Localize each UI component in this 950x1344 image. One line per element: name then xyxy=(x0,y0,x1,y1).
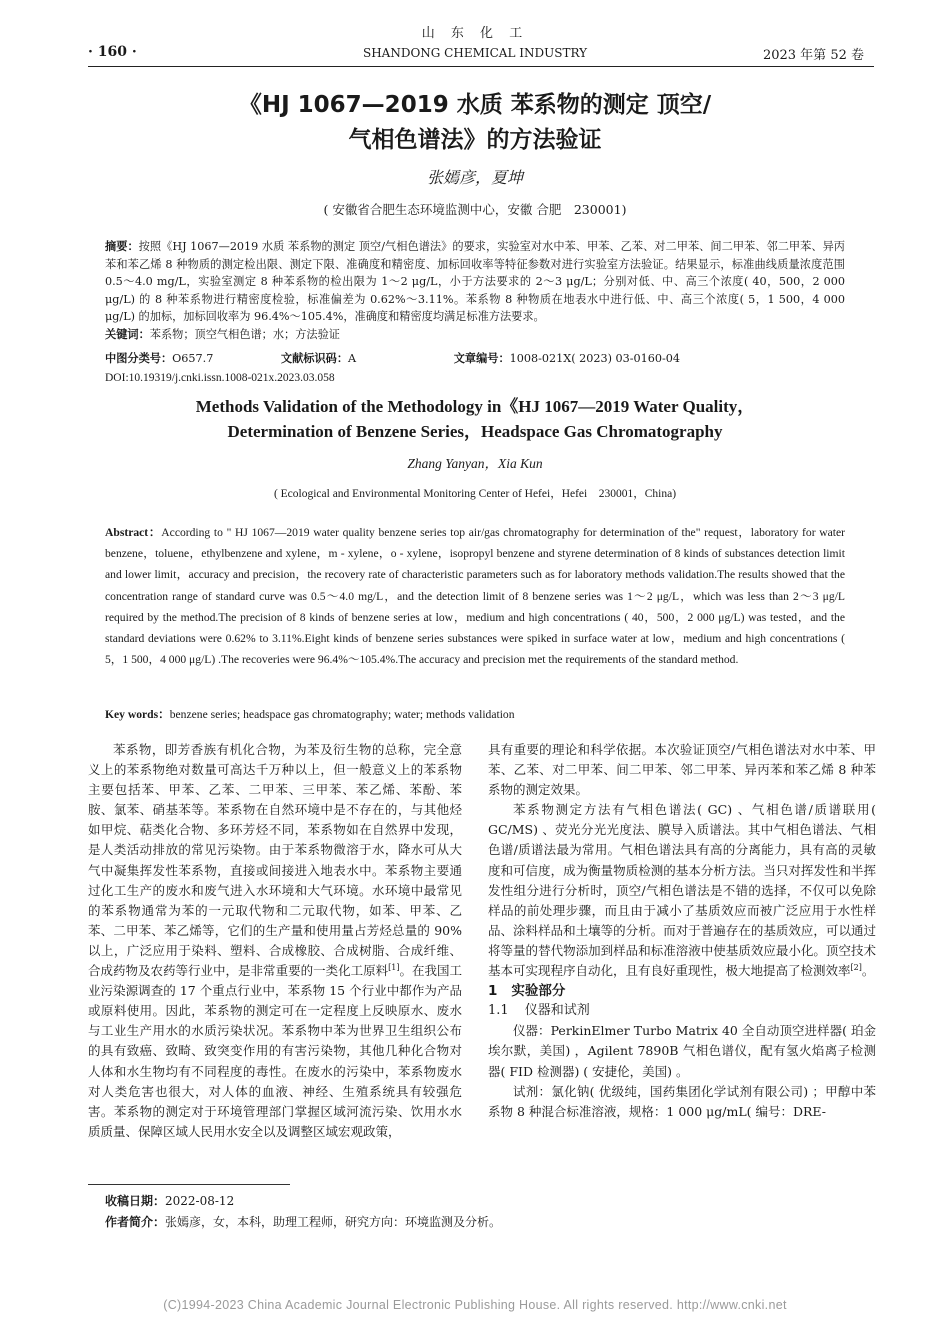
journal-name-cn: 山 东 化 工 xyxy=(421,26,529,41)
paper-title-cn xyxy=(80,88,870,158)
classification-row xyxy=(105,350,845,366)
footnote-rule xyxy=(88,1184,290,1185)
title-en-line1: Methods Validation of the Methodology in《HJ 1067—2019 Water Quality， xyxy=(195,397,755,416)
article-number-label: 文章编号： xyxy=(453,352,510,365)
section-heading-1-1 xyxy=(488,1001,876,1021)
doi[interactable]: DOI:10.19319/j.cnki.issn.1008-021x.2023.03.058 xyxy=(105,372,335,384)
citation-1[interactable]: [1] xyxy=(388,962,400,972)
methods-paragraph xyxy=(488,800,876,981)
abstract-cn-text: 按照《HJ 1067—2019 水质 苯系物的测定 顶空/气相色谱法》的要求，实验室对水中苯、甲苯、乙苯、对二甲苯、间二甲苯、邻二甲苯、异丙苯和苯乙烯 8 种物质的测定检出限、测定下限、准确度和精密度、加标回收率等特征参数对进行实验室方法验证。结果显示，标准曲线质量浓度范围 0.5～4.0 mg/L，实验室测定 8 种苯系物的检出限为 1～2 μg/L，小于方法要求的 2～3 μg/L；分别对低、中、高三个浓度( 40，500，2 000 μg/L) 的 8 种苯系物进行精密度检验，标准偏差为 0.62%～3.11%。苯系物 8 种物质在地表水中进行低、中、高三个浓度( 5，1 500，4 000 μg/L) 的加标，加标回收率为 96.4%～105.4%，准确度和精密度均满足标准方法要求。 xyxy=(105,240,845,323)
methods-text-a: 苯系物测定方法有气相色谱法( GC) 、气相色谱/质谱联用( GC/MS) 、荧光分光光度法、膜导入质谱法。其中气相色谱法、气相色谱/质谱法最为常用。气相色谱法具有高的分离能力，具有高的灵敏度和可信度，成为衡量物质检测的基本分析方法。当只对挥发性和半挥发性组分进行分析时，顶空/气相色谱法是不错的选择，不仅可以免除样品的前处理步骤，而且由于减小了基质效应而被广泛应用于水性样品、涂料样品和土壤等的分析。而对于普遍存在的基质效应，可以通过将等量的替代物添加到样品和标准溶液中使基质效应最小化。顶空技术基本可实现程序自动化，且有良好重现性，极大地提高了检测效率 xyxy=(488,802,876,979)
abstract-en xyxy=(105,522,845,670)
year-volume: 2023 年第 52 卷 xyxy=(762,48,864,63)
received-value: 2022-08-12 xyxy=(165,1194,235,1208)
body-right-column xyxy=(488,740,876,1122)
clc-label: 中图分类号： xyxy=(105,352,173,365)
header-rule xyxy=(88,66,874,67)
keywords-en xyxy=(105,706,845,722)
affiliation-cn: ( 安徽省合肥生态环境监测中心，安徽 合肥 230001) xyxy=(323,202,627,217)
keywords-cn-label: 关键词： xyxy=(105,327,150,341)
copyright-notice: (C)1994-2023 China Academic Journal Electronic Publishing House. All rights reserved. http://www.cnki.net xyxy=(163,1298,787,1312)
title-cn-line2: 气相色谱法》的方法验证 xyxy=(348,127,602,153)
abstract-cn-label: 摘要： xyxy=(105,240,139,253)
paper-title-en xyxy=(90,394,860,444)
abstract-en-label: Abstract： xyxy=(105,526,162,539)
clc-value: O657.7 xyxy=(172,352,214,365)
article-number-value: 1008-021X( 2023) 03-0160-04 xyxy=(509,352,681,365)
intro-text-a: 苯系物，即芳香族有机化合物，为苯及衍生物的总称，完全意义上的苯系物绝对数量可高达千万种以上，但一般意义上的苯系物主要包括苯、甲苯、乙苯、二甲苯、三甲苯、苯乙烯、苯酚、苯胺、氯苯、硝基苯等。苯系物在自然环境中是不存在的，与其他烃如甲烷、萜类化合物、多环芳烃不同，苯系物如在自然界中发现，是人类活动排放的常见污染物。由于苯系物微溶于水，降水可从大气中凝集挥发性苯系物，直接或间接进入地表水中。苯系物主要通过化工生产的废水和废气进入水环境和大气环境。水环境中最常见的苯系物通常为苯的一元取代物和二元取代物，如苯、甲苯、乙苯、二甲苯、苯乙烯等，它们的生产量和使用量占芳烃总量的 90%以上，广泛应用于染料、塑料、合成橡胶、合成树脂、合成纤维、合成药物及农药等行业中，是非常重要的一类化工原料 xyxy=(88,742,462,979)
journal-name-en: SHANDONG CHEMICAL INDUSTRY xyxy=(362,46,588,60)
section-heading-1 xyxy=(488,981,876,1001)
intro-text-b: 。在我国工业污染源调查的 17 个重点行业中，苯系物 15 个行业中都作为产品或原料使用。因此，苯系物的测定可在一定程度上反映原水、废水与工业生产用水的水质污染状况。苯系物中苯为世界卫生组织公布的具有致癌、致畸、致突变作用的有害污染物，其他几种化合物对人体和水生物均有不同程度的毒性。在废水的污染中，苯系物废水对人类危害也很大，对人体的血液、神经、生殖系统具有较强危害。苯系物的测定对于环境管理部门掌握区域河流污染、饮用水水质质量、保障区域人民用水安全以及调整区域宏观政策， xyxy=(88,963,462,1139)
instruments-paragraph: 仪器：PerkinElmer Turbo Matrix 40 全自动顶空进样器( 珀金埃尔默，美国) ，Agilent 7890B 气相色谱仪，配有氢火焰离子检测器( FID 检测器) ( 安捷伦，美国) 。 xyxy=(488,1023,876,1079)
bio-label: 作者简介： xyxy=(105,1215,166,1229)
affiliation-en: ( Ecological and Environmental Monitoring Center of Hefei，Hefei 230001，China) xyxy=(273,488,677,500)
section-1-number: 1 xyxy=(488,983,498,1000)
section-1-title: 实验部分 xyxy=(511,983,566,1000)
authors-en: Zhang Yanyan，Xia Kun xyxy=(407,456,543,471)
body-left-column xyxy=(88,740,462,1142)
authors-cn: 张嫣彦，夏坤 xyxy=(426,168,523,187)
keywords-cn-text: 苯系物；顶空气相色谱；水；方法验证 xyxy=(149,327,340,341)
citation-2[interactable]: [2] xyxy=(850,962,862,972)
received-date xyxy=(105,1192,865,1209)
keywords-en-label: Key words： xyxy=(105,708,170,721)
doc-code-label: 文献标识码： xyxy=(280,352,349,365)
abstract-cn xyxy=(105,238,845,343)
methods-text-b: 。 xyxy=(861,963,875,979)
intro-continuation: 具有重要的理论和科学依据。本次验证顶空/气相色谱法对水中苯、甲苯、乙苯、对二甲苯、间二甲苯、邻二甲苯、异丙苯和苯乙烯 8 种苯系物的测定效果。 xyxy=(488,742,876,798)
page-number: · 160 · xyxy=(88,44,137,60)
intro-paragraph xyxy=(88,740,462,1142)
keywords-en-text: benzene series; headspace gas chromatography; water; methods validation xyxy=(169,708,515,721)
author-bio xyxy=(105,1213,865,1230)
title-en-line2: Determination of Benzene Series，Headspace Gas Chromatography xyxy=(227,422,723,441)
received-label: 收稿日期： xyxy=(105,1194,166,1208)
abstract-en-text: According to " HJ 1067—2019 water quality benzene series top air/gas chromatography for determination of the" request，laboratory for water benzene，toluene，ethylbenzene and xylene，m - xylene，o - xylene，isopropyl benzene and styrene determination of 8 kinds of substances detection limit and lower limit，accuracy and precision，the recovery rate of characteristic parameters such as for laboratory methods validation.The results showed that the concentration range of standard curve was 0.5～4.0 mg/L，and the detection limit of 8 benzene series was 1～2 μg/L，which was less than 2～3 μg/L required by the method.The precision of 8 kinds of benzene series at low，medium and high concentrations ( 40，500，2 000 μg/L) was tested，and the standard deviations were 0.62% to 3.11%.Eight kinds of benzene series substances were spiked in surface water at low，medium and high concentrations ( 5，1 500，4 000 μg/L) .The recoveries were 96.4%～105.4%.The accuracy and precision met the requirements of the standard method. xyxy=(105,526,845,667)
reagents-paragraph: 试剂：氯化钠( 优级纯，国药集团化学试剂有限公司) ；甲醇中苯系物 8 种混合标准溶液，规格：1 000 μg/mL( 编号：DRE- xyxy=(488,1083,876,1119)
section-1-1-number: 1.1 xyxy=(488,1003,509,1019)
doc-code-value: A xyxy=(348,352,357,365)
title-cn-line1: 《HJ 1067—2019 水质 苯系物的测定 顶空/ xyxy=(238,92,712,118)
section-1-1-title: 仪器和试剂 xyxy=(524,1003,590,1019)
bio-value: 张嫣彦，女，本科，助理工程师，研究方向：环境监测及分析。 xyxy=(165,1215,502,1229)
